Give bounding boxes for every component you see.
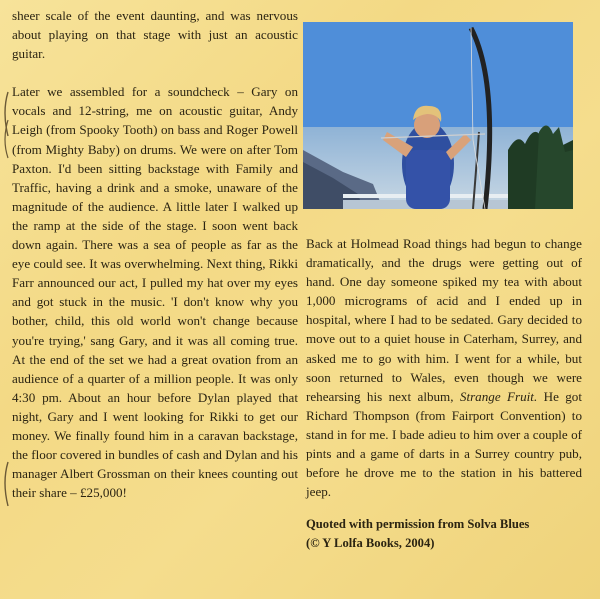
paragraph-holmead-road bbox=[306, 234, 582, 501]
album-title: Strange Fruit. bbox=[459, 388, 538, 404]
paragraph-holmead-road-end: He got Richard Thompson (from Fairport Convention) to stand in for me. I bade adieu to him over a couple of pints and a game of darts in a Surrey country pub, before he drove me to the station in his battered jeep. bbox=[306, 388, 582, 500]
paragraph-holmead-road-start: Back at Holmead Road things had begun to change dramatically, and the drugs were getting out of hand. One day someone spiked my tea with about 1,000 micrograms of acid and I ended up in hospital, where I had to be sedated. Gary decided to move out to a quiet house in Caterham, Surrey, and asked me to go with him. I went for a while, but soon returned to Wales, even though we were rehearsing his next album, bbox=[306, 236, 582, 404]
credit-source: Quoted with permission from Solva Blues bbox=[306, 517, 530, 532]
paragraph-intro: sheer scale of the event daunting, and was nervous about playing on that stage with just an acoustic guitar. bbox=[12, 8, 298, 62]
archer-photo bbox=[303, 22, 573, 209]
left-text-column bbox=[12, 6, 298, 502]
right-text-column bbox=[306, 234, 582, 553]
binding-marks bbox=[0, 0, 10, 599]
credit-copyright: (© Y Lolfa Books, 2004) bbox=[306, 536, 435, 551]
paragraph-soundcheck: Later we assembled for a soundcheck – Gary on vocals and 12-string, me on acoustic guitar, Andy Leigh (from Spooky Tooth) on bass and Roger Powell (from Mighty Baby) on drums. We were on after Tom Paxton. I'd been sitting backstage with Family and Traffic, having a drink and a smoke, unaware of the magnitude of the audience. A little later I walked up the ramp at the side of the stage. I soon went back down again. There was a sea of people as far as the eye could see. It was overwhelming. Next thing, Rikki Farr announced our act, I pulled my hat over my eyes and got stuck in the music. 'I don't know why you bother, child, this old world won't change because you're trying,' sang Gary, and it was all coming true. At the end of the set we had a great ovation from an audience of a quarter of a million people. It was only 4:30 pm. About an hour before Dylan played that night, Gary and I went looking for Rikki to get our money. We finally found him in a caravan backstage, the floor covered in bundles of cash and Dylan and his manager Albert Grossman on their knees counting out their share – £25,000! bbox=[12, 84, 298, 501]
archer-photo-illustration bbox=[303, 22, 573, 209]
permission-credit bbox=[306, 515, 582, 553]
